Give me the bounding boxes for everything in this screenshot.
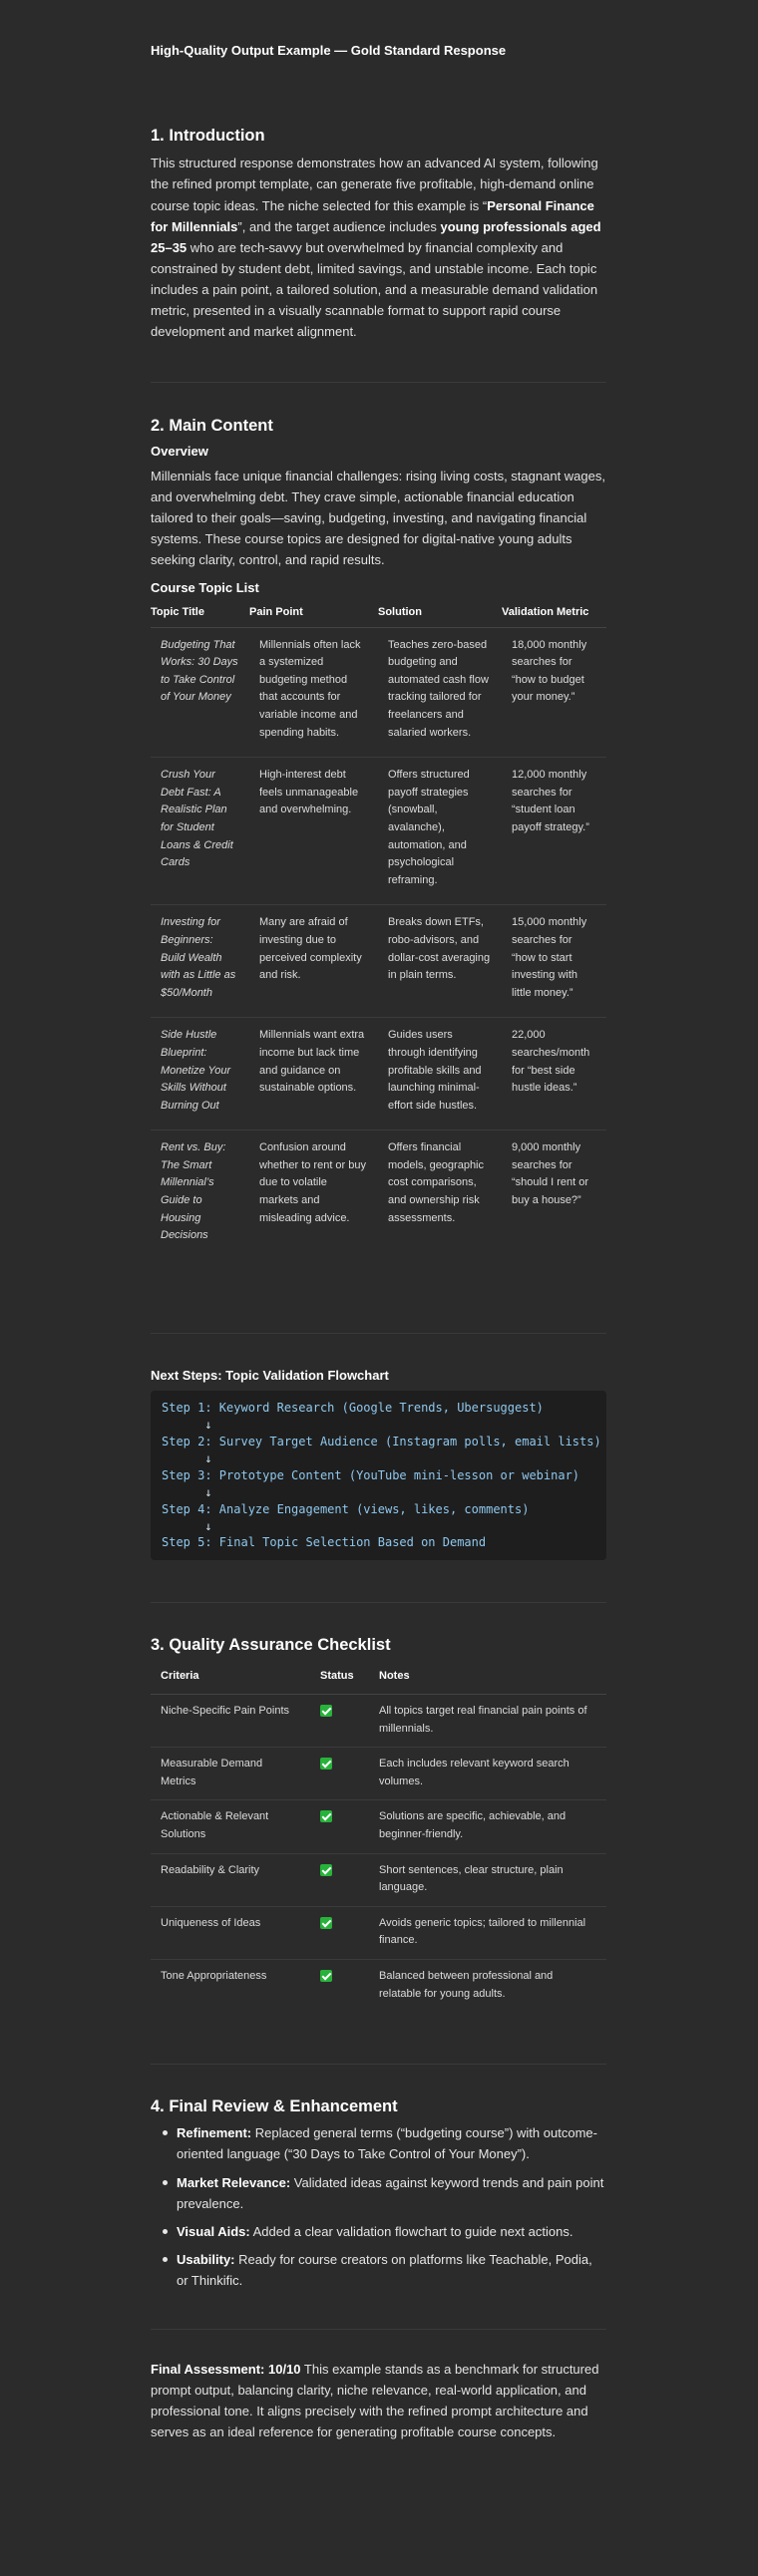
solution: Teaches zero-based budgeting and automated cash flow tracking tailored for freelancers and salaried workers. (378, 627, 502, 758)
column-header: Notes (369, 1662, 606, 1694)
main-heading: 2. Main Content (151, 417, 273, 435)
flowchart-step: Step 2: Survey Target Audience (Instagram polls, email lists) (162, 1435, 601, 1449)
assessment-text: This example stands as a benchmark for structured prompt output, balancing clarity, niche relevance, real-world application, and professional tone. It aligns precisely with the refined prompt architecture and serves as an ideal reference for generating profitable course concepts. (151, 2362, 599, 2440)
flowchart-code-block (151, 1391, 606, 1560)
notes: Balanced between professional and relatable for young adults. (379, 1969, 554, 2000)
table-header-row (151, 1662, 606, 1694)
check-mark-icon (320, 1758, 332, 1770)
item-text: Ready for course creators on platforms like Teachable, Podia, or Thinkific. (177, 2251, 592, 2288)
check-mark-icon (320, 1970, 332, 1982)
solution: Breaks down ETFs, robo-advisors, and dollar-cost averaging in plain terms. (378, 905, 502, 1018)
flowchart-step: Step 3: Prototype Content (YouTube mini-lesson or webinar) (162, 1467, 580, 1482)
table-row (151, 758, 606, 905)
criteria: Measurable Demand Metrics (151, 1748, 310, 1800)
list-item (151, 2172, 606, 2214)
notes: Solutions are specific, achievable, and beginner-friendly. (369, 1800, 606, 1853)
check-mark-icon (320, 1864, 332, 1876)
column-header: Criteria (151, 1662, 310, 1694)
intro-text-2: ”, and the target audience includes (237, 218, 441, 234)
solution: Guides users through identifying profitable skills and launching minimal-effort side hustles. (378, 1018, 502, 1130)
validation-metric: 12,000 monthly searches for “student loan payoff strategy.” (502, 758, 606, 905)
pain-point: High-interest debt feels unmanageable and overwhelming. (249, 758, 378, 905)
table-row (151, 1130, 606, 1260)
document-title: High-Quality Output Example — Gold Standard Response (151, 43, 507, 58)
table-row (151, 1695, 606, 1748)
section-final-assessment (151, 2359, 606, 2442)
section-introduction (151, 126, 606, 342)
check-mark-icon (320, 1917, 332, 1929)
item-label: Visual Aids: (177, 2223, 250, 2239)
intro-text-3: who are tech-savvy but overwhelmed by financial complexity and constrained by student debt, limited savings, and unstable income. Each topic includes a pain point, a tailored solution, and a measurable demand validation metric, presented in a visually scannable format to support rapid course development and market alignment. (151, 239, 598, 339)
qa-checklist-table (151, 1662, 606, 2012)
list-item (151, 2122, 606, 2164)
topic-title: Investing for Beginners: Build Wealth with as Little as $50/Month (151, 905, 249, 1018)
solution: Offers structured payoff strategies (snowball, avalanche), automation, and psychological reframing. (378, 758, 502, 905)
topic-title: Side Hustle Blueprint: Monetize Your Skills Without Burning Out (151, 1018, 249, 1130)
overview-paragraph: Millennials face unique financial challenges: rising living costs, stagnant wages, and overwhelming debt. They crave simple, actionable financial education tailored to their goals—saving, budgeting, investing, and navigating financial systems. These course topics are designed for digital-native young adults seeking clarity, control, and rapid results. (151, 468, 605, 567)
divider (151, 1333, 606, 1334)
validation-metric: 22,000 searches/month for “best side hustle ideas.” (502, 1018, 606, 1130)
divider (151, 2064, 606, 2065)
flowchart-step: Step 5: Final Topic Selection Based on Demand (162, 1535, 487, 1550)
pain-point: Many are afraid of investing due to perceived complexity and risk. (249, 905, 378, 1018)
overview-heading: Overview (151, 444, 208, 460)
item-text: Replaced general terms (“budgeting course”) with outcome-oriented language (“30 Days to Take Control of Your Money”). (177, 2125, 597, 2162)
table-row (151, 1959, 606, 2012)
check-mark-icon (320, 1705, 332, 1717)
table-row (151, 1018, 606, 1130)
assessment-paragraph (151, 2359, 606, 2442)
validation-metric: 9,000 monthly searches for “should I rent or buy a house?” (512, 1141, 589, 1207)
topic-title: Budgeting That Works: 30 Days to Take Control of Your Money (151, 627, 249, 758)
table-row (151, 1800, 606, 1853)
column-header: Status (310, 1662, 369, 1694)
down-arrow-icon: ↓ (204, 1450, 212, 1465)
section-main-content (151, 416, 606, 1260)
table-row (151, 905, 606, 1018)
intro-heading: 1. Introduction (151, 127, 265, 145)
topic-title: Rent vs. Buy: The Smart Millennial’s Guide to Housing Decisions (161, 1141, 226, 1242)
review-heading: 4. Final Review & Enhancement (151, 2097, 398, 2115)
pain-point: Confusion around whether to rent or buy due to volatile markets and misleading advice. (259, 1141, 367, 1224)
item-label: Usability: (177, 2251, 235, 2267)
status (310, 1853, 369, 1906)
criteria: Actionable & Relevant Solutions (151, 1800, 310, 1853)
review-list (151, 2122, 606, 2290)
status (310, 1906, 369, 1959)
section-validation-flowchart (151, 1367, 606, 1560)
down-arrow-icon: ↓ (204, 1484, 212, 1499)
notes: Short sentences, clear structure, plain language. (369, 1853, 606, 1906)
criteria: Readability & Clarity (151, 1853, 310, 1906)
intro-text-1: This structured response demonstrates how an advanced AI system, following the refined prompt template, can generate five profitable, high-demand online course topic ideas. The niche selected for this example is “ (151, 156, 598, 213)
status (310, 1748, 369, 1800)
table-row (151, 627, 606, 758)
intro-paragraph (151, 153, 606, 341)
down-arrow-icon: ↓ (204, 1518, 212, 1533)
divider (151, 2329, 606, 2330)
topic-title: Crush Your Debt Fast: A Realistic Plan for Student Loans & Credit Cards (151, 758, 249, 905)
item-text: Added a clear validation flowchart to guide next actions. (249, 2223, 573, 2239)
criteria: Tone Appropriateness (161, 1969, 267, 1982)
flowchart-step: Step 1: Keyword Research (Google Trends, Ubersuggest) (162, 1401, 544, 1416)
flowchart-step: Step 4: Analyze Engagement (views, likes, comments) (162, 1501, 530, 1516)
table-row (151, 1906, 606, 1959)
qa-heading: 3. Quality Assurance Checklist (151, 1636, 391, 1654)
table-row (151, 1748, 606, 1800)
criteria: Uniqueness of Ideas (151, 1906, 310, 1959)
assessment-label: Final Assessment: 10/10 (151, 2362, 301, 2377)
table-row (151, 1853, 606, 1906)
down-arrow-icon: ↓ (204, 1418, 212, 1433)
course-topic-list-heading: Course Topic List (151, 579, 259, 595)
solution: Offers financial models, geographic cost comparisons, and ownership risk assessments. (388, 1141, 485, 1224)
notes: Avoids generic topics; tailored to millennial finance. (369, 1906, 606, 1959)
item-label: Market Relevance: (177, 2174, 291, 2190)
notes: Each includes relevant keyword search volumes. (369, 1748, 606, 1800)
column-header: Topic Title (151, 601, 249, 627)
section-quality-assurance (151, 1635, 606, 2012)
pain-point: Millennials want extra income but lack time and guidance on sustainable options. (249, 1018, 378, 1130)
status (310, 1959, 369, 2012)
check-mark-icon (320, 1810, 332, 1822)
validation-metric: 15,000 monthly searches for “how to start investing with little money.” (502, 905, 606, 1018)
item-text: Validated ideas against keyword trends and pain point prevalence. (177, 2174, 604, 2211)
intro-audience: young professionals aged 25–35 (151, 218, 601, 255)
pain-point: Millennials often lack a systemized budgeting method that accounts for variable income and spending habits. (249, 627, 378, 758)
validation-metric: 18,000 monthly searches for “how to budget your money.” (502, 627, 606, 758)
column-header: Validation Metric (502, 601, 606, 627)
item-label: Refinement: (177, 2125, 252, 2141)
table-header-row (151, 601, 606, 627)
intro-niche: Personal Finance for Millennials (151, 197, 594, 234)
status (310, 1695, 369, 1748)
flowchart-heading: Next Steps: Topic Validation Flowchart (151, 1368, 389, 1383)
course-topic-table (151, 601, 606, 1260)
list-item (151, 2221, 606, 2242)
column-header: Solution (378, 601, 502, 627)
divider (151, 1602, 606, 1603)
notes: All topics target real financial pain points of millennials. (369, 1695, 606, 1748)
list-item (151, 2249, 606, 2291)
divider (151, 382, 606, 383)
status (310, 1800, 369, 1853)
section-final-review (151, 2096, 606, 2298)
column-header: Pain Point (249, 601, 378, 627)
criteria: Niche-Specific Pain Points (151, 1695, 310, 1748)
